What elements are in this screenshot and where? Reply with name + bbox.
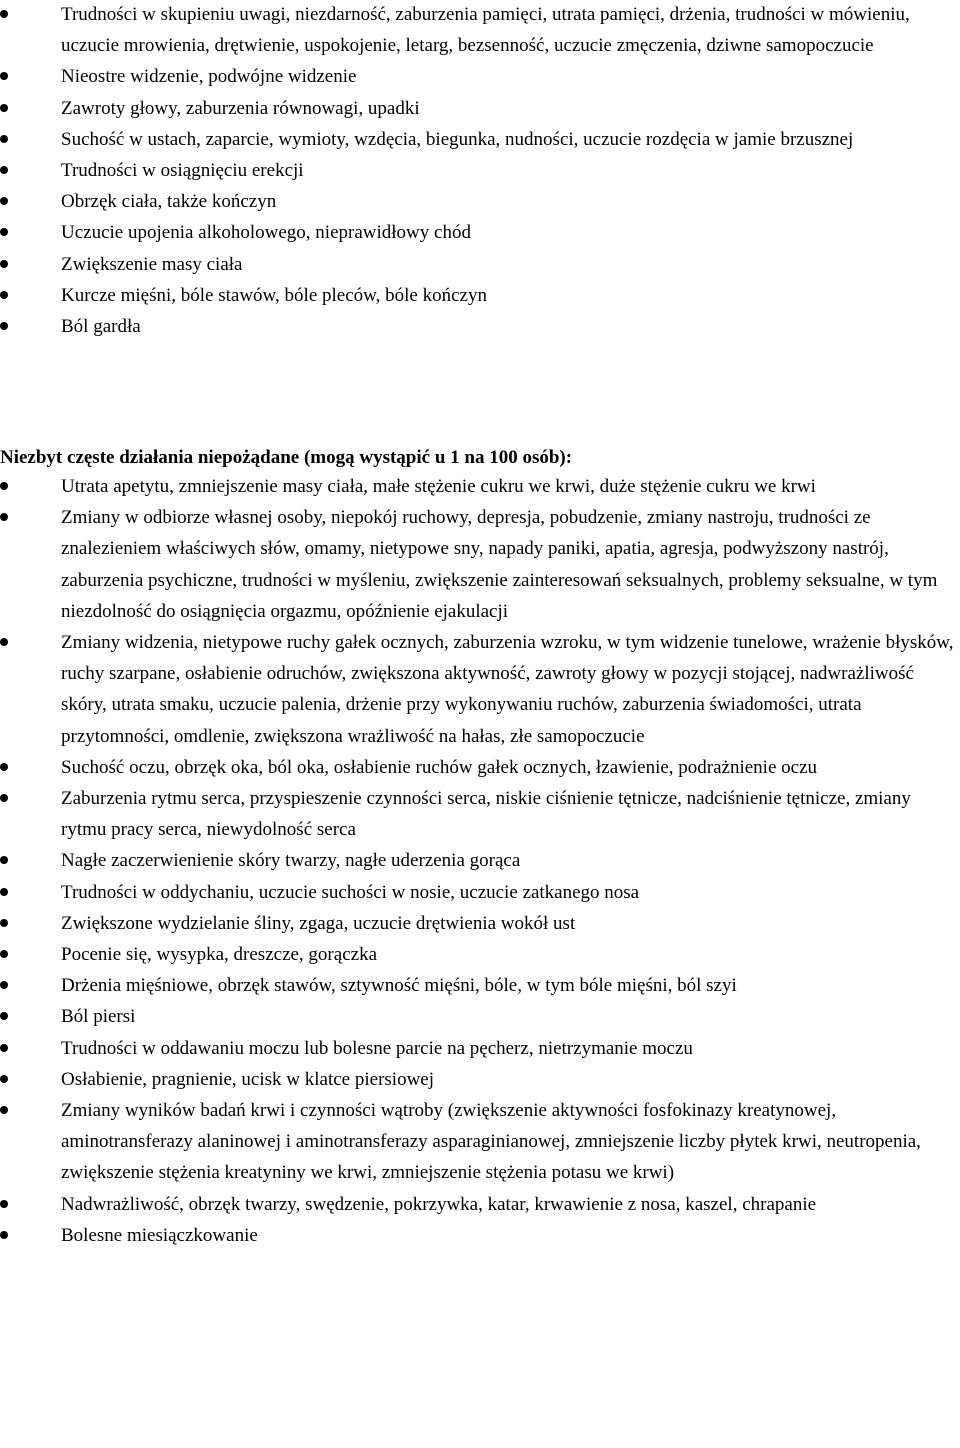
list-item: [0, 471, 960, 502]
list-item: [0, 1064, 960, 1095]
bullet-icon: [0, 1231, 8, 1239]
side-effects-list-uncommon: [0, 471, 960, 1251]
list-item-text: Trudności w oddychaniu, uczucie suchości w nosie, uczucie zatkanego nosa: [61, 881, 640, 903]
list-item: [0, 280, 960, 311]
bullet-icon: [0, 135, 8, 143]
list-item: [0, 61, 960, 92]
bullet-icon: [0, 197, 8, 205]
list-item-text: Zawroty głowy, zaburzenia równowagi, upadki: [61, 97, 420, 119]
list-item: [0, 1189, 960, 1220]
list-item-text: Pocenie się, wysypka, dreszcze, gorączka: [61, 944, 377, 966]
list-item: [0, 877, 960, 908]
list-item: [0, 845, 960, 876]
list-item: [0, 1220, 960, 1251]
list-item-text: Trudności w skupieniu uwagi, niezdarność, zaburzenia pamięci, utrata pamięci, drżenia, trudności w mówieniu, uczucie mrowienia, drętwienie, uspokojenie, letarg, bezsenność, uczucie zmęczenia, dziwne samopoczucie: [61, 4, 910, 57]
list-item-text: Drżenia mięśniowe, obrzęk stawów, sztywność mięśni, bóle, w tym bóle mięśni, ból szyi: [61, 975, 737, 997]
bullet-icon: [0, 104, 8, 112]
list-item-text: Zaburzenia rytmu serca, przyspieszenie czynności serca, niskie ciśnienie tętnicze, nadciśnienie tętnicze, zmiany rytmu pracy serca, niewydolność serca: [61, 788, 911, 841]
list-item-text: Bolesne miesiączkowanie: [61, 1224, 258, 1246]
list-item: [0, 249, 960, 280]
list-item-text: Obrzęk ciała, także kończyn: [61, 191, 277, 213]
bullet-icon: [0, 166, 8, 174]
list-item-text: Zmiany wyników badań krwi i czynności wątroby (zwiększenie aktywności fosfokinazy kreatynowej, aminotransferazy alaninowej i aminotransferazy asparaginianowej, zmniejszenie liczby płytek krwi, neutropenia, zwiększenie stężenia kreatyniny we krwi, zmniejszenie stężenia potasu we krwi): [61, 1100, 921, 1184]
list-item: [0, 908, 960, 939]
list-item: [0, 752, 960, 783]
bullet-icon: [0, 72, 8, 80]
bullet-icon: [0, 1044, 8, 1052]
bullet-icon: [0, 888, 8, 896]
bullet-icon: [0, 228, 8, 236]
bullet-icon: [0, 981, 8, 989]
list-item-text: Osłabienie, pragnienie, ucisk w klatce piersiowej: [61, 1068, 435, 1090]
list-item: [0, 502, 960, 627]
bullet-icon: [0, 919, 8, 927]
list-item-text: Ból gardła: [61, 316, 141, 338]
bullet-icon: [0, 1106, 8, 1114]
bullet-icon: [0, 1012, 8, 1020]
bullet-icon: [0, 291, 8, 299]
list-item: [0, 124, 960, 155]
bullet-icon: [0, 856, 8, 864]
list-item-text: Utrata apetytu, zmniejszenie masy ciała, małe stężenie cukru we krwi, duże stężenie cukru we krwi: [61, 476, 816, 497]
bullet-icon: [0, 10, 8, 18]
list-item-text: Zwiększone wydzielanie śliny, zgaga, uczucie drętwienia wokół ust: [61, 912, 576, 934]
bullet-icon: [0, 482, 8, 490]
list-item: [0, 311, 960, 342]
list-item-text: Trudności w oddawaniu moczu lub bolesne parcie na pęcherz, nietrzymanie moczu: [61, 1037, 693, 1059]
bullet-icon: [0, 1200, 8, 1208]
list-item: [0, 939, 960, 970]
list-item-text: Kurcze mięśni, bóle stawów, bóle pleców, bóle kończyn: [61, 284, 487, 306]
list-item-text: Trudności w osiągnięciu erekcji: [61, 160, 304, 182]
bullet-icon: [0, 794, 8, 802]
list-item-text: Uczucie upojenia alkoholowego, nieprawidłowy chód: [61, 222, 471, 244]
list-item: [0, 783, 960, 845]
list-item: [0, 1095, 960, 1189]
bullet-icon: [0, 260, 8, 268]
list-item: [0, 970, 960, 1001]
list-item-text: Nieostre widzenie, podwójne widzenie: [61, 66, 357, 88]
list-item: [0, 0, 960, 61]
list-item-text: Zmiany w odbiorze własnej osoby, niepokój ruchowy, depresja, pobudzenie, zmiany nastroju, trudności ze znalezieniem właściwych słów, omamy, nietypowe sny, napady paniki, apatia, agresja, podwyższony nastrój, zaburzenia psychiczne, trudności w myśleniu, zwiększenie zainteresowań seksualnych, problemy seksualne, w tym niezdolność do osiągnięcia orgazmu, opóźnienie ejakulacji: [61, 507, 938, 622]
bullet-icon: [0, 638, 8, 646]
bullet-icon: [0, 513, 8, 521]
list-item-text: Zwiększenie masy ciała: [61, 253, 243, 275]
bullet-icon: [0, 950, 8, 958]
list-item-text: Suchość oczu, obrzęk oka, ból oka, osłabienie ruchów gałek ocznych, łzawienie, podrażnienie oczu: [61, 756, 818, 778]
bullet-icon: [0, 1075, 8, 1083]
list-item: [0, 93, 960, 124]
bullet-icon: [0, 763, 8, 771]
list-item-text: Ból piersi: [61, 1006, 136, 1028]
list-item-text: Nadwrażliwość, obrzęk twarzy, swędzenie, pokrzywka, katar, krwawienie z nosa, kaszel, chrapanie: [61, 1193, 817, 1215]
list-item: [0, 186, 960, 217]
list-item-text: Zmiany widzenia, nietypowe ruchy gałek ocznych, zaburzenia wzroku, w tym widzenie tunelowe, wrażenie błysków, ruchy szarpane, osłabienie odruchów, zwiększona aktywność, zawroty głowy w pozycji stojącej, nadwrażliwość skóry, utrata smaku, uczucie palenia, drżenie przy wykonywaniu ruchów, zaburzenia świadomości, utrata przytomności, omdlenie, zwiększona wrażliwość na hałas, złe samopoczucie: [61, 632, 954, 747]
bullet-icon: [0, 322, 8, 330]
list-item: [0, 627, 960, 752]
list-item: [0, 1001, 960, 1032]
list-item: [0, 1033, 960, 1064]
list-item: [0, 155, 960, 186]
side-effects-list-common: [0, 0, 960, 342]
list-item-text: Nagłe zaczerwienienie skóry twarzy, nagłe uderzenia gorąca: [61, 850, 521, 872]
section-heading: Niezbyt częste działania niepożądane (mogą wystąpić u 1 na 100 osób):: [0, 447, 573, 468]
list-item: [0, 217, 960, 248]
list-item-text: Suchość w ustach, zaparcie, wymioty, wzdęcia, biegunka, nudności, uczucie rozdęcia w jamie brzusznej: [61, 128, 854, 150]
